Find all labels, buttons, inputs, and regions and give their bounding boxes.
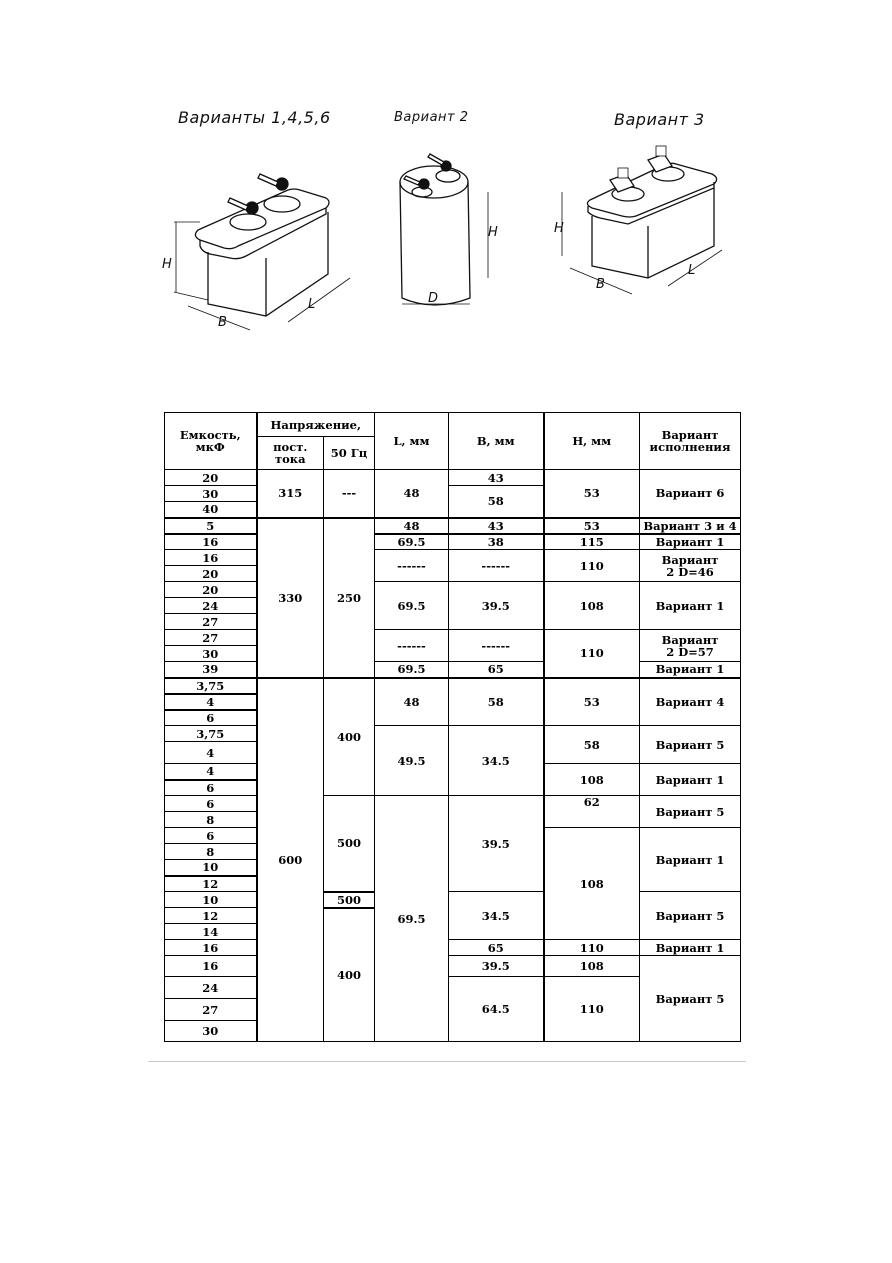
dim-label-l3: L: [688, 263, 696, 278]
l-cell: 69.5: [375, 534, 449, 550]
capacity-cell: 4: [165, 764, 257, 780]
capacity-cell: 6: [165, 796, 257, 812]
ac-cell: ---: [324, 470, 375, 518]
ac-cell: 250: [324, 518, 375, 678]
capacity-cell: 16: [165, 940, 257, 956]
variant-cell: Вариант 1: [640, 534, 741, 550]
h-cell: 53: [544, 518, 640, 534]
capacitor-sketch-variant-3: [552, 140, 732, 300]
dim-label-b3: B: [596, 277, 605, 292]
variant-cell: Вариант 1: [640, 662, 741, 678]
capacity-cell: 24: [165, 598, 257, 614]
l-cell: ------: [375, 550, 449, 582]
capacity-cell: 27: [165, 999, 257, 1021]
b-cell: 39.5: [449, 956, 544, 977]
capacity-cell: 12: [165, 876, 257, 892]
b-cell: 43: [449, 518, 544, 534]
capacity-cell: 6: [165, 828, 257, 844]
ac-cell: 500: [324, 796, 375, 892]
variant-cell: Вариант 6: [640, 470, 741, 518]
capacity-cell: 16: [165, 534, 257, 550]
b-cell: ------: [449, 550, 544, 582]
capacity-cell: 10: [165, 860, 257, 876]
dim-label-d: D: [428, 291, 439, 306]
capacity-cell: 24: [165, 977, 257, 999]
l-cell: 69.5: [375, 582, 449, 630]
variant-cell: Вариант 1: [640, 764, 741, 796]
capacity-cell: 3,75: [165, 678, 257, 694]
b-cell: 65: [449, 940, 544, 956]
dim-label-h: H: [162, 257, 172, 272]
capacity-cell: 39: [165, 662, 257, 678]
dc-cell: 600: [257, 678, 324, 1042]
capacitor-spec-table: [164, 412, 741, 1042]
header-h: H, мм: [544, 413, 640, 470]
capacity-cell: 14: [165, 924, 257, 940]
header-l: L, мм: [375, 413, 449, 470]
ac-cell: 400: [324, 678, 375, 796]
capacity-cell: 12: [165, 908, 257, 924]
capacity-cell: 27: [165, 614, 257, 630]
capacity-cell: 8: [165, 844, 257, 860]
h-cell: 53: [544, 470, 640, 518]
capacity-cell: 4: [165, 694, 257, 710]
h-cell: 115: [544, 534, 640, 550]
h-cell: 110: [544, 977, 640, 1042]
b-cell: 39.5: [449, 796, 544, 892]
l-cell: 49.5: [375, 726, 449, 796]
capacity-cell: 20: [165, 582, 257, 598]
capacity-cell: 40: [165, 502, 257, 518]
capacity-cell: 30: [165, 486, 257, 502]
b-cell: 39.5: [449, 582, 544, 630]
dim-label-b: B: [218, 315, 227, 330]
variant-cell: Вариант 5: [640, 956, 741, 1042]
variant-cell: Вариант 1: [640, 828, 741, 892]
variant-cell: Вариант 4: [640, 678, 741, 726]
variant-cell: Вариант 1: [640, 582, 741, 630]
variant-cell: Вариант 2 D=46: [640, 550, 741, 582]
capacity-cell: 4: [165, 742, 257, 764]
header-variant: Вариант исполнения: [640, 413, 741, 470]
h-cell: 108: [544, 582, 640, 630]
capacity-cell: 30: [165, 646, 257, 662]
header-b: B, мм: [449, 413, 544, 470]
capacity-cell: 27: [165, 630, 257, 646]
b-cell: 65: [449, 662, 544, 678]
capacitor-sketch-variant-1456: [160, 160, 360, 340]
h-cell: 58: [544, 726, 640, 764]
b-cell: 34.5: [449, 892, 544, 940]
h-cell: 108: [544, 956, 640, 977]
header-dc: пост. тока: [257, 437, 324, 470]
variant-cell: Вариант 2 D=57: [640, 630, 741, 662]
l-cell: ------: [375, 630, 449, 662]
variant-cell: Вариант 5: [640, 796, 741, 828]
dim-label-l: L: [308, 297, 316, 312]
h-cell: 110: [544, 550, 640, 582]
figure-label-variant-2: Вариант 2: [394, 110, 469, 125]
variant-cell: Вариант 1: [640, 940, 741, 956]
b-cell: ------: [449, 630, 544, 662]
b-cell: 38: [449, 534, 544, 550]
l-cell: 69.5: [375, 796, 449, 1042]
capacity-cell: 20: [165, 470, 257, 486]
l-cell: 48: [375, 518, 449, 534]
dc-cell: 315: [257, 470, 324, 518]
variant-cell: Вариант 3 и 4: [640, 518, 741, 534]
b-cell: 58: [449, 486, 544, 518]
variant-cell: Вариант 5: [640, 892, 741, 940]
page-divider: [148, 1061, 746, 1062]
capacity-cell: 20: [165, 566, 257, 582]
variant-cell: Вариант 5: [640, 726, 741, 764]
capacity-cell: 5: [165, 518, 257, 534]
l-cell: 48: [375, 678, 449, 726]
header-capacity: Емкость, мкФ: [165, 413, 257, 470]
header-voltage: Напряжение,: [257, 413, 375, 437]
b-cell: 58: [449, 678, 544, 726]
figure-label-variant-3: Вариант 3: [614, 110, 705, 129]
capacity-cell: 16: [165, 956, 257, 977]
h-cell: 108: [544, 828, 640, 940]
capacity-cell: 6: [165, 710, 257, 726]
b-cell: 34.5: [449, 726, 544, 796]
l-cell: 69.5: [375, 662, 449, 678]
l-cell: 48: [375, 470, 449, 518]
b-cell: 43: [449, 470, 544, 486]
header-ac: 50 Гц: [324, 437, 375, 470]
ac-cell: 400: [324, 908, 375, 1042]
capacitor-sketch-variant-2: [388, 148, 508, 318]
h-cell: 110: [544, 940, 640, 956]
capacity-cell: 10: [165, 892, 257, 908]
capacity-cell: 8: [165, 812, 257, 828]
h-cell: 62: [544, 796, 640, 828]
h-cell: 108: [544, 764, 640, 796]
h-cell: 110: [544, 630, 640, 678]
capacity-cell: 3,75: [165, 726, 257, 742]
h-cell: 53: [544, 678, 640, 726]
capacity-cell: 6: [165, 780, 257, 796]
capacity-cell: 16: [165, 550, 257, 566]
ac-cell: 500: [324, 892, 375, 908]
dim-label-h3: H: [554, 221, 564, 236]
b-cell: 64.5: [449, 977, 544, 1042]
dim-label-h2: H: [488, 225, 498, 240]
capacity-cell: 30: [165, 1021, 257, 1042]
dc-cell: 330: [257, 518, 324, 678]
figure-label-variants-1456: Варианты 1,4,5,6: [178, 108, 331, 127]
